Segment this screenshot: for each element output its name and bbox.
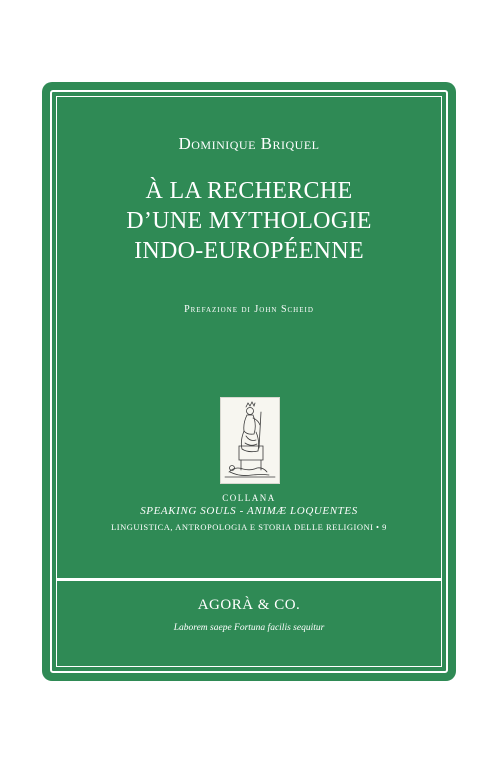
title-line-2: D’UNE MYTHOLOGIE [126,208,372,234]
series-name: SPEAKING SOULS - ANIMÆ LOQUENTES [140,505,358,517]
book-title [42,176,456,266]
preface-credit: Prefazione di John Scheid [184,304,314,315]
publisher-motto: Laborem saepe Fortuna facilis sequitur [173,623,325,633]
author-name: Dominique Briquel [178,134,320,153]
book-cover [42,82,456,681]
seated-figure-icon [221,398,279,483]
title-line-1: À LA RECHERCHE [145,178,353,204]
divider-rule [56,578,442,581]
classical-figure-illustration [220,397,280,484]
series-label: COLLANA [222,493,276,503]
publisher-name: AGORÀ & CO. [197,597,301,613]
series-subtitle: LINGUISTICA, ANTROPOLOGIA E STORIA DELLE RELIGIONI • 9 [111,522,387,532]
title-line-3: INDO-EUROPÉENNE [134,238,364,264]
